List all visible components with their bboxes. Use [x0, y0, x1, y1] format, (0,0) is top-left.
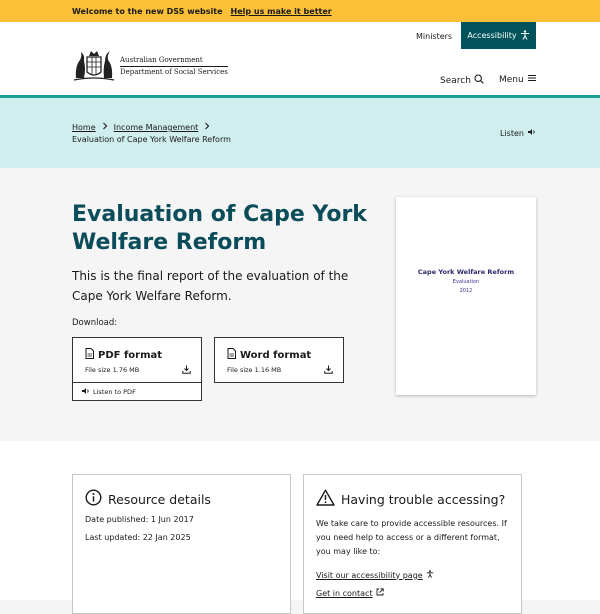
accessibility-button[interactable] [461, 22, 536, 49]
listen-to-pdf-button[interactable] [72, 383, 202, 401]
chevron-right-icon [102, 122, 108, 134]
chevron-right-icon [204, 122, 210, 134]
download-label: Download: [72, 318, 118, 328]
word-download-card[interactable] [214, 337, 344, 383]
feedback-link[interactable]: Help us make it better [230, 6, 332, 16]
last-updated: Last updated: 22 Jan 2025 [85, 533, 191, 542]
accessibility-label: Accessibility [467, 31, 517, 40]
page-title: Evaluation of Cape York Welfare Reform [72, 202, 367, 255]
trouble-accessing-body: We take care to provide accessible resources. If you need help to access or a different format, you may like to: [316, 519, 507, 556]
date-published: Date published: 1 Jun 2017 [85, 515, 194, 524]
menu-label: Menu [499, 74, 524, 85]
external-link-icon [376, 588, 384, 598]
welcome-text: Welcome to the new DSS website [72, 6, 223, 16]
intro-text: This is the final report of the evaluation of the Cape York Welfare Reform. [72, 269, 349, 303]
logo-line-government: Australian Government [120, 55, 228, 67]
warning-icon [316, 489, 335, 509]
resource-hero [0, 168, 600, 438]
accessibility-page-link[interactable] [316, 570, 434, 580]
site-header [0, 22, 600, 98]
download-icon [182, 365, 191, 377]
breadcrumb-current: Evaluation of Cape York Welfare Reform [72, 135, 231, 144]
accessibility-page-link-label: Visit our accessibility page [316, 570, 423, 580]
breadcrumb-band [0, 98, 600, 168]
report-cover-thumbnail [396, 197, 536, 395]
word-file-icon [227, 348, 236, 362]
cover-year: 2012 [459, 288, 473, 294]
listen-label: Listen [500, 128, 524, 138]
download-icon [324, 365, 333, 377]
resource-details-heading: Resource details [108, 491, 211, 507]
word-file-size: File size 1.16 MB [227, 366, 282, 374]
get-in-contact-link[interactable] [316, 588, 384, 598]
listen-to-pdf-label: Listen to PDF [93, 387, 136, 396]
search-label: Search [440, 75, 471, 86]
word-format-label: Word format [240, 349, 312, 361]
trouble-accessing-heading: Having trouble accessing? [341, 491, 506, 507]
logo-line-department: Department of Social Services [120, 68, 228, 76]
hamburger-icon [527, 74, 537, 85]
site-logo[interactable] [72, 48, 228, 84]
menu-button[interactable] [499, 74, 537, 85]
announcement-bar [0, 0, 600, 22]
pdf-format-label: PDF format [98, 349, 163, 361]
trouble-accessing-panel [303, 474, 522, 614]
accessibility-icon [520, 30, 530, 42]
listen-button[interactable] [500, 128, 536, 138]
info-icon [85, 489, 102, 509]
resource-details-panel [72, 474, 291, 614]
speaker-icon [81, 387, 90, 397]
get-in-contact-link-label: Get in contact [316, 588, 373, 598]
pdf-file-icon [85, 348, 94, 362]
pdf-file-size: File size 1.76 MB [85, 366, 140, 374]
logo-wordmark [120, 55, 228, 77]
breadcrumb-income-management[interactable]: Income Management [113, 123, 199, 132]
ministers-link[interactable]: Ministers [416, 32, 453, 41]
pdf-download-card[interactable] [72, 337, 202, 383]
breadcrumb [72, 122, 231, 146]
speaker-icon [527, 128, 536, 138]
accessibility-icon [426, 570, 434, 580]
cover-subtitle: Evaluation [452, 279, 480, 285]
breadcrumb-home[interactable]: Home [72, 123, 96, 132]
details-section [0, 441, 600, 600]
cover-title: Cape York Welfare Reform [417, 268, 515, 276]
coat-of-arms-icon [72, 48, 116, 84]
search-icon [474, 74, 484, 87]
search-button[interactable] [440, 74, 484, 87]
